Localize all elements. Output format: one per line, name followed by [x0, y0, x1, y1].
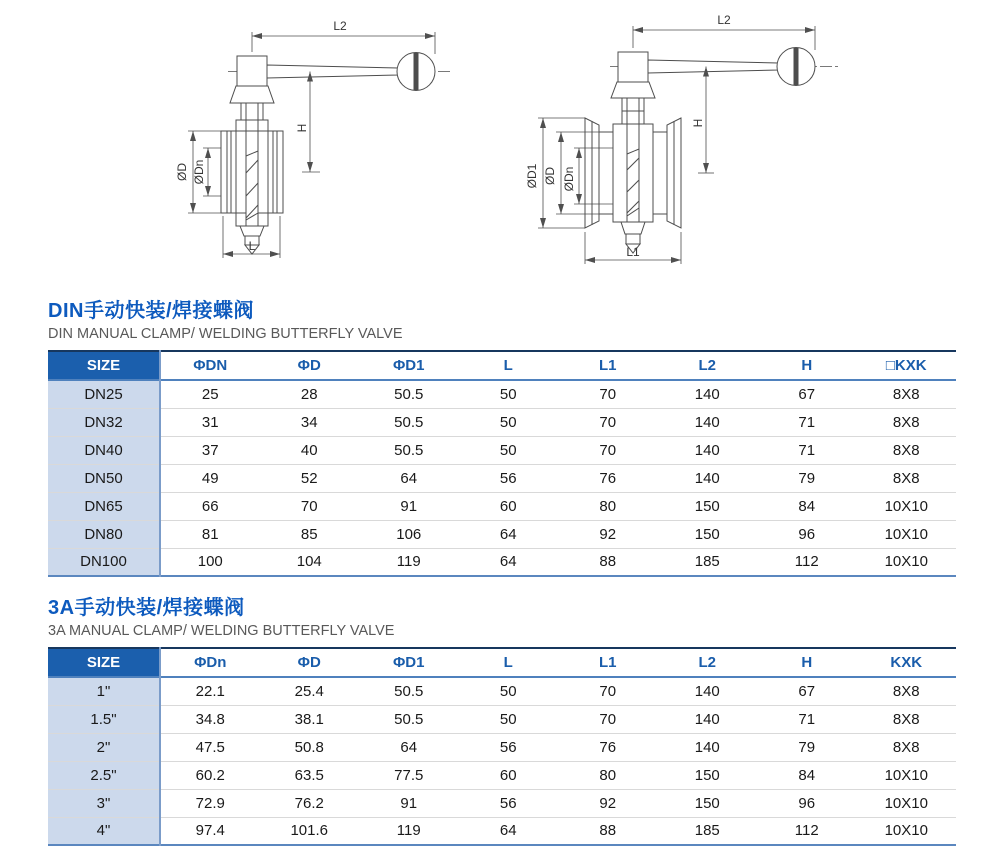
column-header: □KXK: [885, 357, 927, 374]
dimension-h: [295, 72, 320, 173]
value-cell: 72.9: [160, 789, 260, 817]
table-row: [48, 705, 956, 733]
value-cell: 34.8: [160, 705, 260, 733]
value-cell: 70: [260, 492, 360, 520]
size-column-header: SIZE: [48, 648, 160, 677]
size-cell: DN100: [48, 548, 160, 576]
value-cell: 60: [459, 492, 559, 520]
table-row: [48, 789, 956, 817]
value-cell: 50.5: [359, 408, 459, 436]
column-header: ΦD: [297, 357, 321, 374]
column-header: L2: [698, 357, 716, 374]
dim-label-d: ØD: [543, 167, 557, 185]
value-cell: 140: [658, 464, 758, 492]
size-cell: 1": [48, 677, 160, 705]
value-cell: 80: [558, 761, 658, 789]
value-cell: 60.2: [160, 761, 260, 789]
column-header: ΦDn: [194, 654, 227, 671]
din-valve-drawing: [128, 8, 468, 280]
3a-valve-drawing: [518, 8, 878, 280]
value-cell: 88: [558, 817, 658, 845]
value-cell: 38.1: [260, 705, 360, 733]
value-cell: 150: [658, 789, 758, 817]
value-cell: 50: [459, 436, 559, 464]
size-cell: DN40: [48, 436, 160, 464]
column-header: H: [801, 357, 813, 374]
dimension-dn: [192, 148, 221, 196]
value-cell: 70: [558, 436, 658, 464]
value-cell: 85: [260, 520, 360, 548]
value-cell: 10X10: [857, 520, 957, 548]
3a-section: [48, 591, 956, 846]
value-cell: 150: [658, 761, 758, 789]
column-header: ΦDN: [193, 357, 228, 374]
column-header: ΦD1: [393, 654, 425, 671]
value-cell: 185: [658, 817, 758, 845]
value-cell: 56: [459, 464, 559, 492]
column-header: L: [503, 654, 513, 671]
value-cell: 106: [359, 520, 459, 548]
value-cell: 66: [160, 492, 260, 520]
value-cell: 104: [260, 548, 360, 576]
value-cell: 28: [260, 380, 360, 408]
value-cell: 80: [558, 492, 658, 520]
dim-label-dn: ØDn: [192, 159, 206, 185]
header-row: [48, 648, 956, 677]
dim-label-h: H: [691, 118, 705, 128]
3a-spec-table: [48, 647, 956, 846]
value-cell: 64: [459, 548, 559, 576]
din-section: [48, 294, 956, 577]
value-cell: 50.5: [359, 705, 459, 733]
value-cell: 64: [459, 817, 559, 845]
value-cell: 47.5: [160, 733, 260, 761]
size-cell: DN32: [48, 408, 160, 436]
value-cell: 50.5: [359, 380, 459, 408]
value-cell: 52: [260, 464, 360, 492]
value-cell: 8X8: [857, 705, 957, 733]
value-cell: 140: [658, 677, 758, 705]
value-cell: 64: [359, 464, 459, 492]
ball-grip-slot: [414, 53, 419, 90]
value-cell: 88: [558, 548, 658, 576]
size-cell: 2": [48, 733, 160, 761]
value-cell: 50: [459, 705, 559, 733]
value-cell: 67: [757, 677, 857, 705]
value-cell: 79: [757, 733, 857, 761]
value-cell: 76.2: [260, 789, 360, 817]
size-cell: 2.5": [48, 761, 160, 789]
dimension-l2: [633, 13, 815, 50]
technical-drawings: [0, 0, 1000, 288]
value-cell: 101.6: [260, 817, 360, 845]
value-cell: 119: [359, 548, 459, 576]
table-row: [48, 761, 956, 789]
dimension-l2: [252, 19, 435, 54]
table-row: [48, 548, 956, 576]
valve-neck: [611, 82, 655, 124]
valve-neck: [230, 86, 274, 120]
table-row: [48, 380, 956, 408]
value-cell: 91: [359, 492, 459, 520]
value-cell: 71: [757, 705, 857, 733]
dim-label-dn: ØDn: [562, 166, 576, 192]
value-cell: 140: [658, 408, 758, 436]
value-cell: 70: [558, 677, 658, 705]
dim-label-d: ØD: [175, 163, 189, 181]
dimension-h: [691, 67, 714, 174]
value-cell: 8X8: [857, 677, 957, 705]
din-spec-table: [48, 350, 956, 577]
value-cell: 8X8: [857, 464, 957, 492]
value-cell: 71: [757, 408, 857, 436]
dim-label-l: L: [248, 239, 256, 253]
value-cell: 70: [558, 705, 658, 733]
3a-section-title: 3A手动快装/焊接蝶阀: [48, 597, 245, 619]
value-cell: 8X8: [857, 408, 957, 436]
table-row: [48, 817, 956, 845]
table-row: [48, 733, 956, 761]
value-cell: 10X10: [857, 492, 957, 520]
value-cell: 60: [459, 761, 559, 789]
value-cell: 70: [558, 380, 658, 408]
value-cell: 71: [757, 436, 857, 464]
value-cell: 50.8: [260, 733, 360, 761]
header-row: [48, 351, 956, 380]
dim-label-h: H: [295, 123, 309, 133]
column-header: ΦD1: [393, 357, 425, 374]
value-cell: 8X8: [857, 380, 957, 408]
value-cell: 112: [757, 817, 857, 845]
value-cell: 96: [757, 520, 857, 548]
value-cell: 67: [757, 380, 857, 408]
table-row: [48, 492, 956, 520]
value-cell: 10X10: [857, 817, 957, 845]
value-cell: 84: [757, 761, 857, 789]
value-cell: 97.4: [160, 817, 260, 845]
value-cell: 25: [160, 380, 260, 408]
column-header: KXK: [890, 654, 923, 671]
value-cell: 77.5: [359, 761, 459, 789]
value-cell: 50.5: [359, 677, 459, 705]
value-cell: 140: [658, 705, 758, 733]
table-row: [48, 520, 956, 548]
value-cell: 140: [658, 436, 758, 464]
3a-section-subtitle: 3A MANUAL CLAMP/ WELDING BUTTERFLY VALVE: [48, 623, 395, 639]
size-column-header: SIZE: [48, 351, 160, 380]
size-cell: 1.5": [48, 705, 160, 733]
value-cell: 70: [558, 408, 658, 436]
value-cell: 140: [658, 733, 758, 761]
value-cell: 119: [359, 817, 459, 845]
value-cell: 50: [459, 677, 559, 705]
value-cell: 112: [757, 548, 857, 576]
valve-handle: [237, 53, 435, 91]
value-cell: 64: [359, 733, 459, 761]
din-section-subtitle: DIN MANUAL CLAMP/ WELDING BUTTERFLY VALVE: [48, 326, 403, 342]
dim-label-l1: L1: [626, 245, 640, 259]
value-cell: 49: [160, 464, 260, 492]
value-cell: 22.1: [160, 677, 260, 705]
table-row: [48, 408, 956, 436]
value-cell: 76: [558, 733, 658, 761]
size-cell: DN50: [48, 464, 160, 492]
column-header: L1: [598, 357, 617, 374]
size-cell: 4": [48, 817, 160, 845]
value-cell: 64: [459, 520, 559, 548]
column-header: ΦD: [297, 654, 321, 671]
size-cell: DN80: [48, 520, 160, 548]
value-cell: 10X10: [857, 761, 957, 789]
column-header: H: [801, 654, 813, 671]
value-cell: 8X8: [857, 733, 957, 761]
value-cell: 50: [459, 380, 559, 408]
value-cell: 150: [658, 520, 758, 548]
column-header: L: [503, 357, 513, 374]
dimension-l1: [585, 232, 681, 264]
value-cell: 185: [658, 548, 758, 576]
dim-label-l2: L2: [333, 19, 347, 33]
value-cell: 84: [757, 492, 857, 520]
value-cell: 79: [757, 464, 857, 492]
size-cell: DN25: [48, 380, 160, 408]
size-cell: 3": [48, 789, 160, 817]
value-cell: 81: [160, 520, 260, 548]
value-cell: 56: [459, 789, 559, 817]
value-cell: 91: [359, 789, 459, 817]
value-cell: 150: [658, 492, 758, 520]
value-cell: 140: [658, 380, 758, 408]
value-cell: 56: [459, 733, 559, 761]
value-cell: 76: [558, 464, 658, 492]
value-cell: 34: [260, 408, 360, 436]
value-cell: 50: [459, 408, 559, 436]
value-cell: 25.4: [260, 677, 360, 705]
value-cell: 31: [160, 408, 260, 436]
value-cell: 96: [757, 789, 857, 817]
dim-label-l2: L2: [717, 13, 731, 27]
value-cell: 37: [160, 436, 260, 464]
table-row: [48, 677, 956, 705]
din-section-title: DIN手动快装/焊接蝶阀: [48, 300, 254, 322]
column-header: L2: [698, 654, 716, 671]
dimension-dn: [562, 148, 613, 204]
value-cell: 10X10: [857, 789, 957, 817]
table-row: [48, 436, 956, 464]
value-cell: 50.5: [359, 436, 459, 464]
value-cell: 40: [260, 436, 360, 464]
value-cell: 10X10: [857, 548, 957, 576]
ball-grip-slot: [794, 48, 799, 85]
column-header: L1: [598, 654, 617, 671]
value-cell: 8X8: [857, 436, 957, 464]
value-cell: 92: [558, 520, 658, 548]
table-row: [48, 464, 956, 492]
value-cell: 63.5: [260, 761, 360, 789]
value-cell: 92: [558, 789, 658, 817]
size-cell: DN65: [48, 492, 160, 520]
valve-handle: [618, 48, 815, 86]
value-cell: 100: [160, 548, 260, 576]
dim-label-d1: ØD1: [525, 163, 539, 189]
